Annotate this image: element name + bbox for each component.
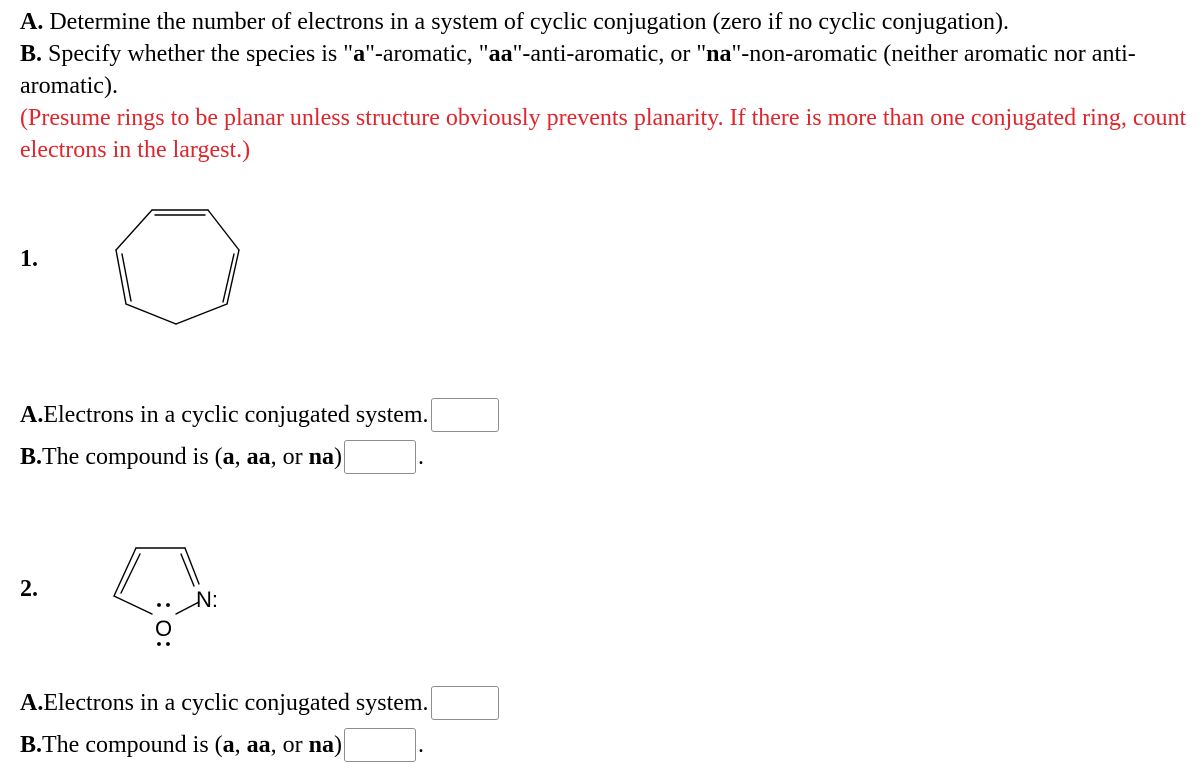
instruction-a-text: Determine the number of electrons in a system of cyclic conjugation (zero if no cyclic conjugation). (43, 9, 1010, 35)
bond (126, 304, 176, 324)
option-aa: aa (488, 41, 513, 67)
q2-part-a (20, 686, 499, 720)
q1-period: . (418, 444, 425, 470)
instruction-b-text4: "-non-aromatic (neither aromatic nor anti-aromatic). (20, 41, 1136, 99)
q2-close-paren: ) (334, 732, 343, 758)
question-1-number: 1. (20, 246, 38, 272)
instruction-b-text2: "-aromatic, " (365, 41, 489, 67)
instruction-a (20, 6, 1190, 38)
instruction-b-text: Specify whether the species is " (42, 41, 354, 67)
q2-opt-na: na (308, 732, 335, 758)
q1-electrons-input[interactable] (431, 398, 499, 432)
q1-part-a-text: Electrons in a cyclic conjugated system. (43, 402, 429, 428)
q1-part-b-text: The compound is ( (42, 444, 223, 470)
oxazole-structure (110, 538, 240, 648)
q2-part-b (20, 728, 424, 762)
q1-part-a-label: A. (20, 402, 44, 428)
q1-part-b-label: B. (20, 444, 43, 470)
q2-part-a-label: A. (20, 690, 44, 716)
q1-opt-aa: aa (246, 444, 271, 470)
bond-double (181, 554, 194, 586)
instruction-b-text3: "-anti-aromatic, or " (512, 41, 707, 67)
instruction-a-label: A. (20, 9, 44, 35)
q2-sep1: , (234, 732, 247, 758)
q1-close-paren: ) (334, 444, 343, 470)
cycloheptatriene-structure (110, 198, 250, 330)
bond (114, 548, 136, 596)
bond (208, 210, 239, 250)
q2-aromaticity-input[interactable] (344, 728, 416, 762)
bond-double (122, 254, 131, 301)
q2-part-b-label: B. (20, 732, 43, 758)
oxygen-atom: O (155, 616, 173, 641)
q1-part-a (20, 398, 499, 432)
q2-opt-aa: aa (246, 732, 271, 758)
option-a: a (353, 41, 366, 67)
bond (176, 304, 227, 324)
q2-electrons-input[interactable] (431, 686, 499, 720)
bond (185, 548, 199, 584)
bond (116, 250, 126, 304)
nitrogen-atom: N: (196, 587, 218, 612)
q2-sep2: , or (270, 732, 309, 758)
q1-sep2: , or (270, 444, 309, 470)
q1-opt-a: a (222, 444, 235, 470)
bond (114, 596, 152, 614)
instruction-b (20, 38, 1190, 102)
q1-sep1: , (234, 444, 247, 470)
option-na: na (706, 41, 732, 67)
q2-opt-a: a (222, 732, 235, 758)
q1-aromaticity-input[interactable] (344, 440, 416, 474)
bond (116, 210, 152, 250)
instructions (20, 6, 1190, 166)
q1-opt-na: na (308, 444, 335, 470)
q2-part-a-text: Electrons in a cyclic conjugated system. (43, 690, 429, 716)
instruction-b-label: B. (20, 41, 43, 67)
q1-part-b (20, 440, 424, 474)
question-2-number: 2. (20, 576, 38, 602)
q2-period: . (418, 732, 425, 758)
planarity-note: (Presume rings to be planar unless structure obviously prevents planarity. If there is more than one conjugated ring, count electrons in the largest.) (20, 105, 1187, 163)
q2-part-b-text: The compound is ( (42, 732, 223, 758)
